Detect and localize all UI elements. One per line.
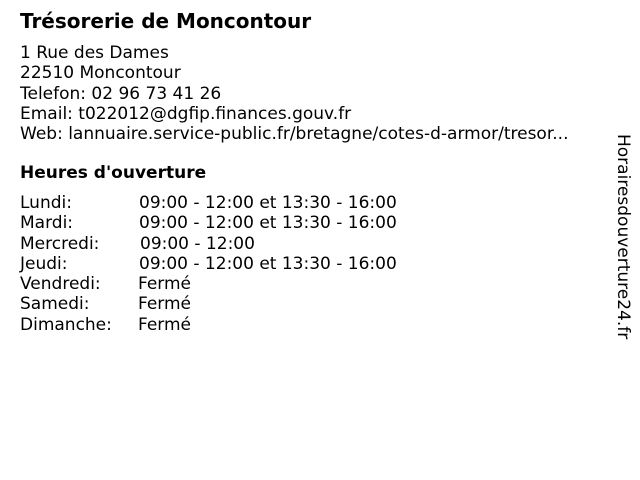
day-label: Mardi: — [20, 213, 74, 234]
email-line: Email: t022012@dgfip.finances.gouv.fr — [20, 103, 352, 124]
contact-block — [20, 43, 568, 144]
page-title: Trésorerie de Moncontour — [20, 9, 312, 33]
hours-heading: Heures d'ouverture — [20, 163, 207, 183]
day-hours: Fermé — [138, 294, 192, 315]
city-postal: 22510 Moncontour — [20, 63, 181, 84]
day-hours: 09:00 - 12:00 et 13:30 - 16:00 — [139, 213, 397, 234]
day-label: Vendredi: — [20, 274, 101, 295]
day-hours: Fermé — [138, 274, 192, 295]
street-address: 1 Rue des Dames — [20, 43, 169, 63]
day-label: Dimanche: — [20, 314, 112, 335]
day-label: Mercredi: — [20, 233, 100, 254]
site-watermark: Horairesdouverture24.fr — [613, 134, 633, 340]
phone-line: Telefon: 02 96 73 41 26 — [20, 83, 222, 104]
day-hours: Fermé — [138, 314, 192, 335]
day-hours: 09:00 - 12:00 et 13:30 - 16:00 — [139, 193, 397, 213]
day-hours: 09:00 - 12:00 et 13:30 - 16:00 — [139, 253, 397, 274]
day-hours: 09:00 - 12:00 — [140, 233, 255, 254]
web-line: Web: lannuaire.service-public.fr/bretagne/cotes-d-armor/tresor... — [20, 124, 569, 145]
day-label: Samedi: — [20, 294, 90, 315]
day-label: Jeudi: — [20, 253, 68, 274]
day-label: Lundi: — [20, 193, 72, 213]
